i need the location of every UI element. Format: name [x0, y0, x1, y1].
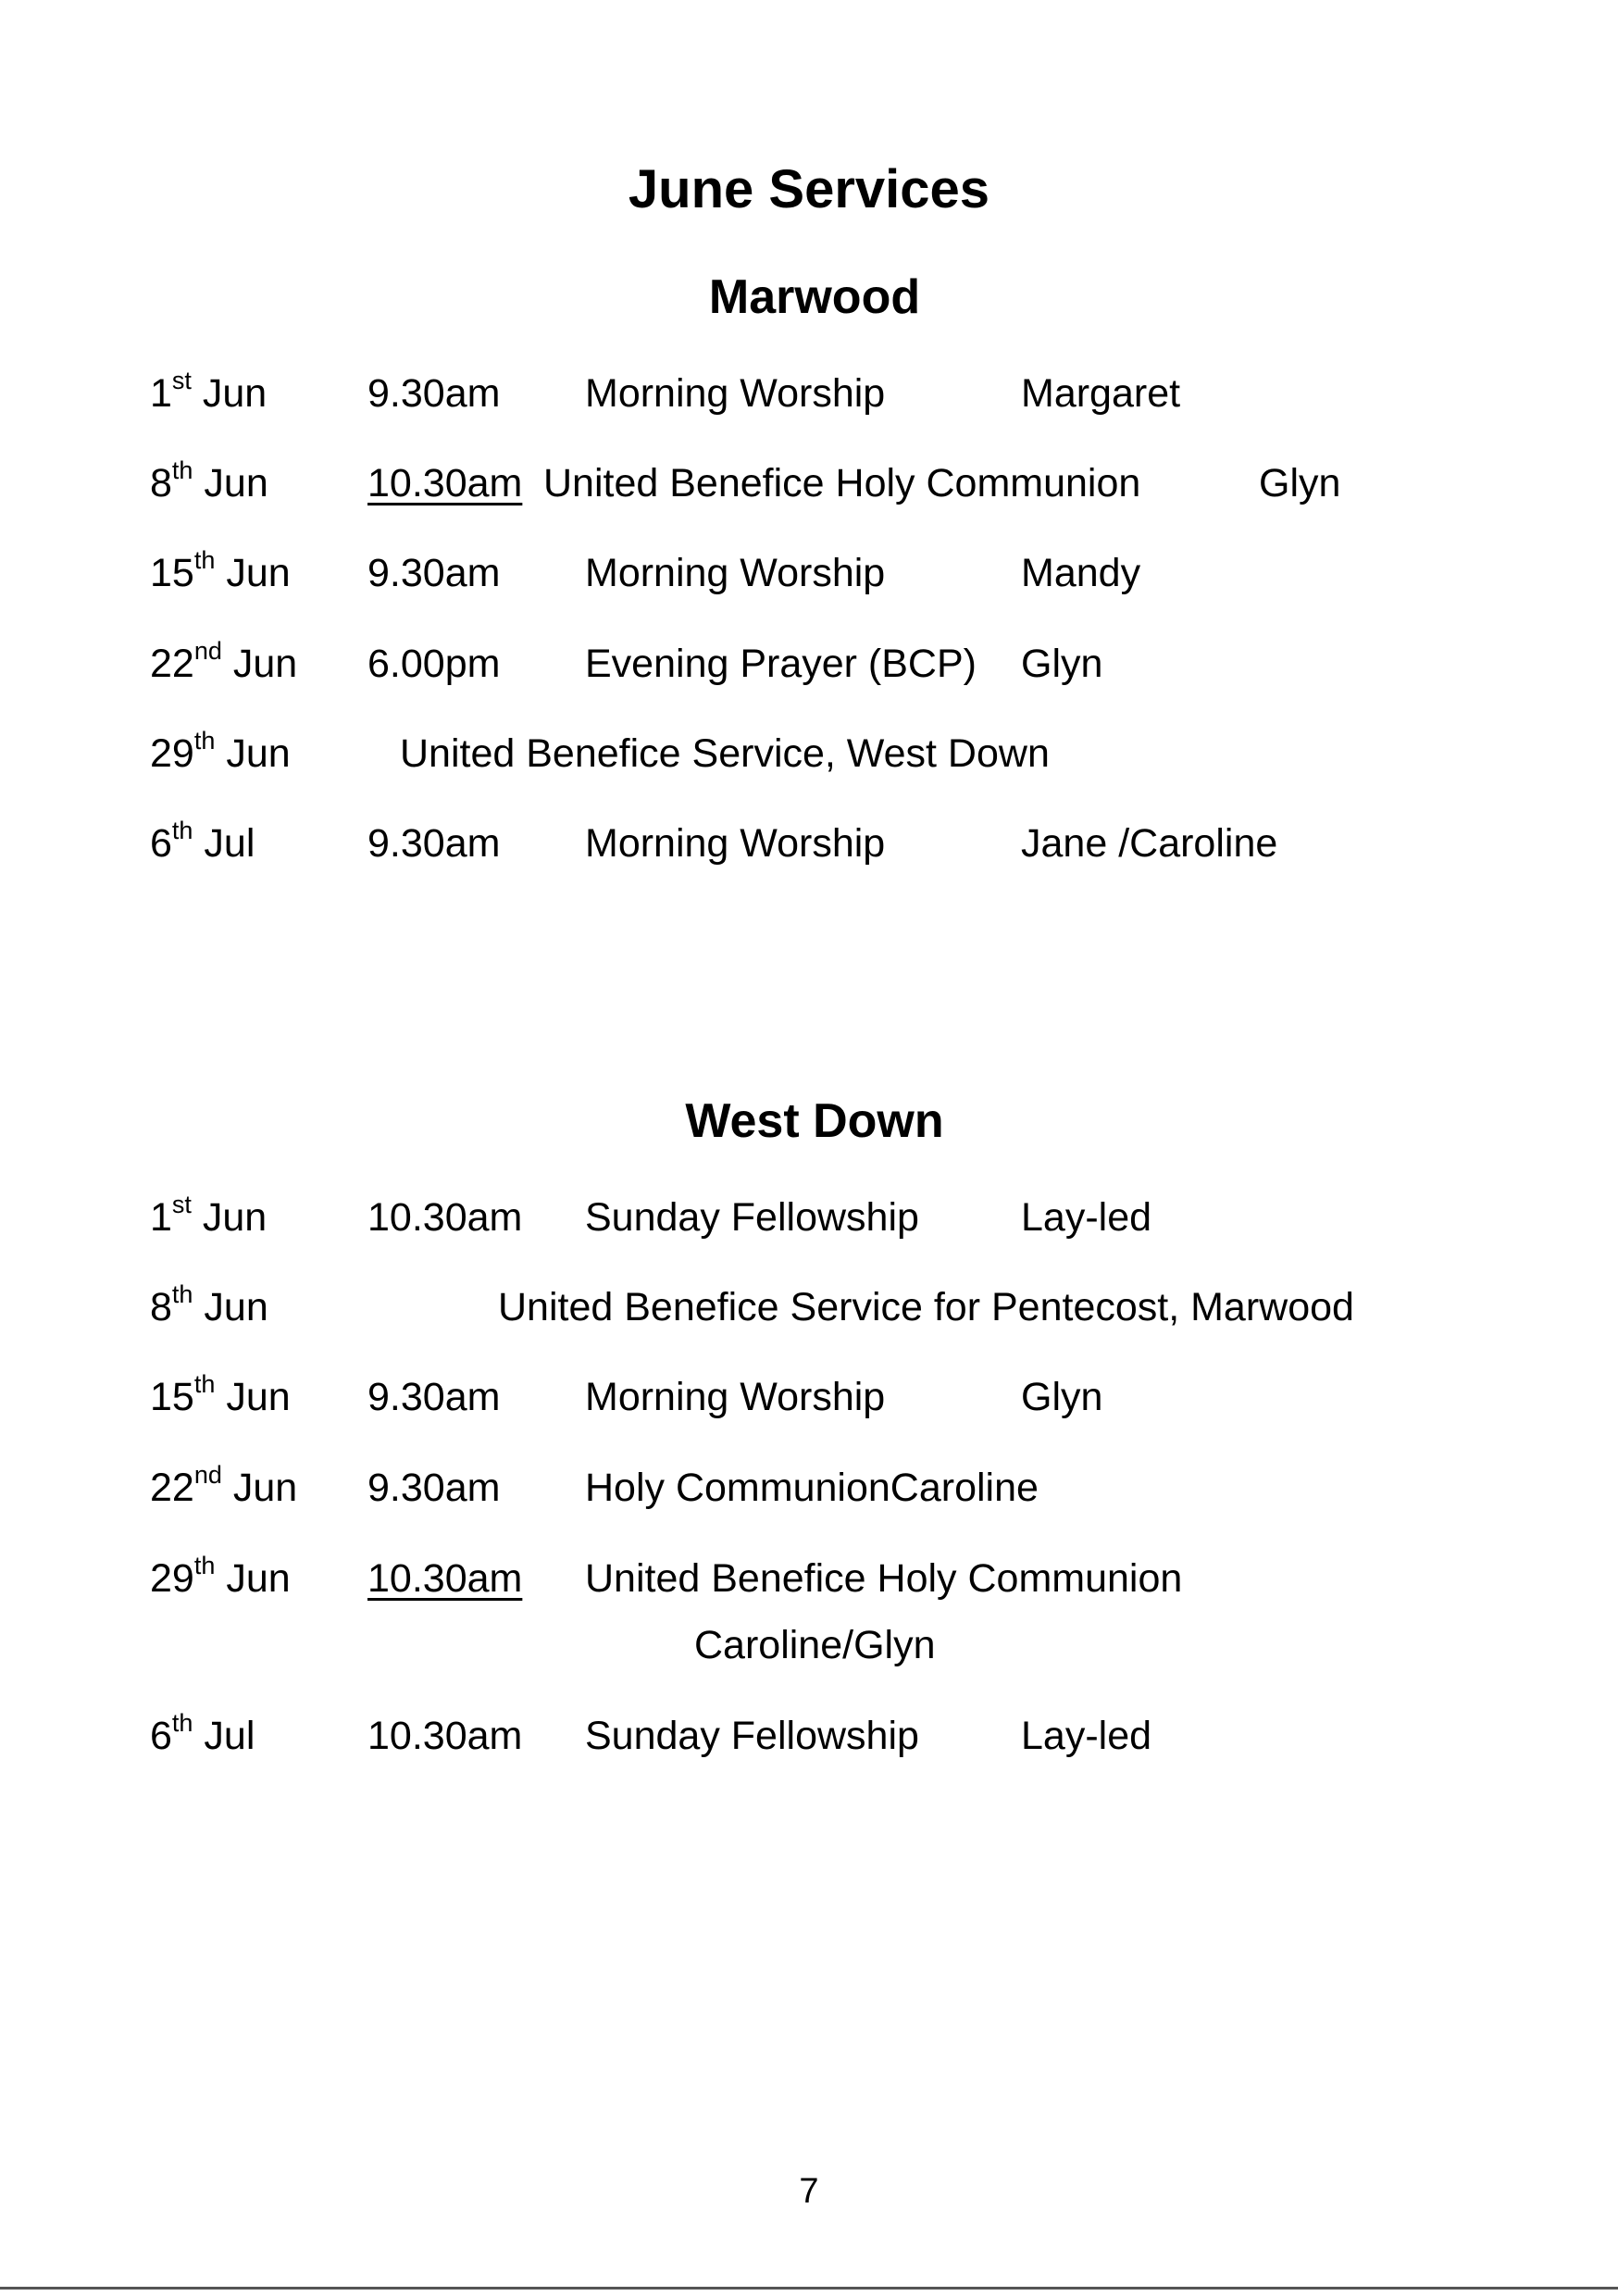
service-date: 22nd Jun	[150, 636, 298, 686]
service-date: 1st Jun	[150, 1190, 268, 1240]
service-leader: Margaret	[1021, 371, 1181, 416]
service-date: 1st Jun	[150, 366, 268, 416]
service-time: 10.30am	[367, 1556, 523, 1601]
service-date: 6th Jul	[150, 816, 255, 866]
service-leader: Glyn	[1021, 642, 1103, 686]
section-heading-west-down: West Down	[685, 1094, 944, 1148]
service-time: 9.30am	[367, 1375, 501, 1419]
service-time: 10.30am	[367, 461, 523, 505]
service-leader: Jane /Caroline	[1021, 821, 1278, 866]
service-date: 8th Jun	[150, 1279, 268, 1329]
bottom-border	[0, 2287, 1618, 2290]
service-time: 9.30am	[367, 371, 501, 416]
service-name: United Benefice Holy Communion	[585, 1556, 1183, 1601]
service-leader: Glyn	[1259, 461, 1341, 505]
service-name: Morning Worship	[585, 371, 886, 416]
service-date: 15th Jun	[150, 1369, 291, 1419]
service-name: Morning Worship	[585, 1375, 886, 1419]
service-date: 29th Jun	[150, 1551, 291, 1601]
service-leader: Glyn	[1021, 1375, 1103, 1419]
service-time: 10.30am	[367, 1195, 523, 1240]
service-time: 6.00pm	[367, 642, 501, 686]
service-name: Morning Worship	[585, 821, 886, 866]
page-number: 7	[799, 2172, 819, 2211]
service-time: 9.30am	[367, 551, 501, 595]
service-leader: Lay-led	[1021, 1195, 1152, 1240]
service-date: 22nd Jun	[150, 1460, 298, 1510]
service-leader: Caroline/Glyn	[694, 1623, 936, 1667]
service-date: 6th Jul	[150, 1708, 255, 1758]
service-leader: Lay-led	[1021, 1714, 1152, 1758]
service-name: Sunday Fellowship	[585, 1195, 919, 1240]
service-date: 29th Jun	[150, 726, 291, 776]
page-title: June Services	[628, 159, 990, 219]
service-name: Holy CommunionCaroline	[585, 1466, 1039, 1510]
service-name: Sunday Fellowship	[585, 1714, 919, 1758]
service-date: 15th Jun	[150, 545, 291, 595]
service-note: United Benefice Service for Pentecost, Marwood	[498, 1285, 1354, 1329]
service-name: United Benefice Holy Communion	[543, 461, 1141, 505]
service-time: 10.30am	[367, 1714, 523, 1758]
service-time: 9.30am	[367, 1466, 501, 1510]
service-name: Morning Worship	[585, 551, 886, 595]
service-name: Evening Prayer (BCP)	[585, 642, 977, 686]
service-time: 9.30am	[367, 821, 501, 866]
service-leader: Mandy	[1021, 551, 1141, 595]
service-note: United Benefice Service, West Down	[400, 731, 1050, 776]
section-heading-marwood: Marwood	[708, 270, 921, 324]
service-date: 8th Jun	[150, 455, 268, 505]
